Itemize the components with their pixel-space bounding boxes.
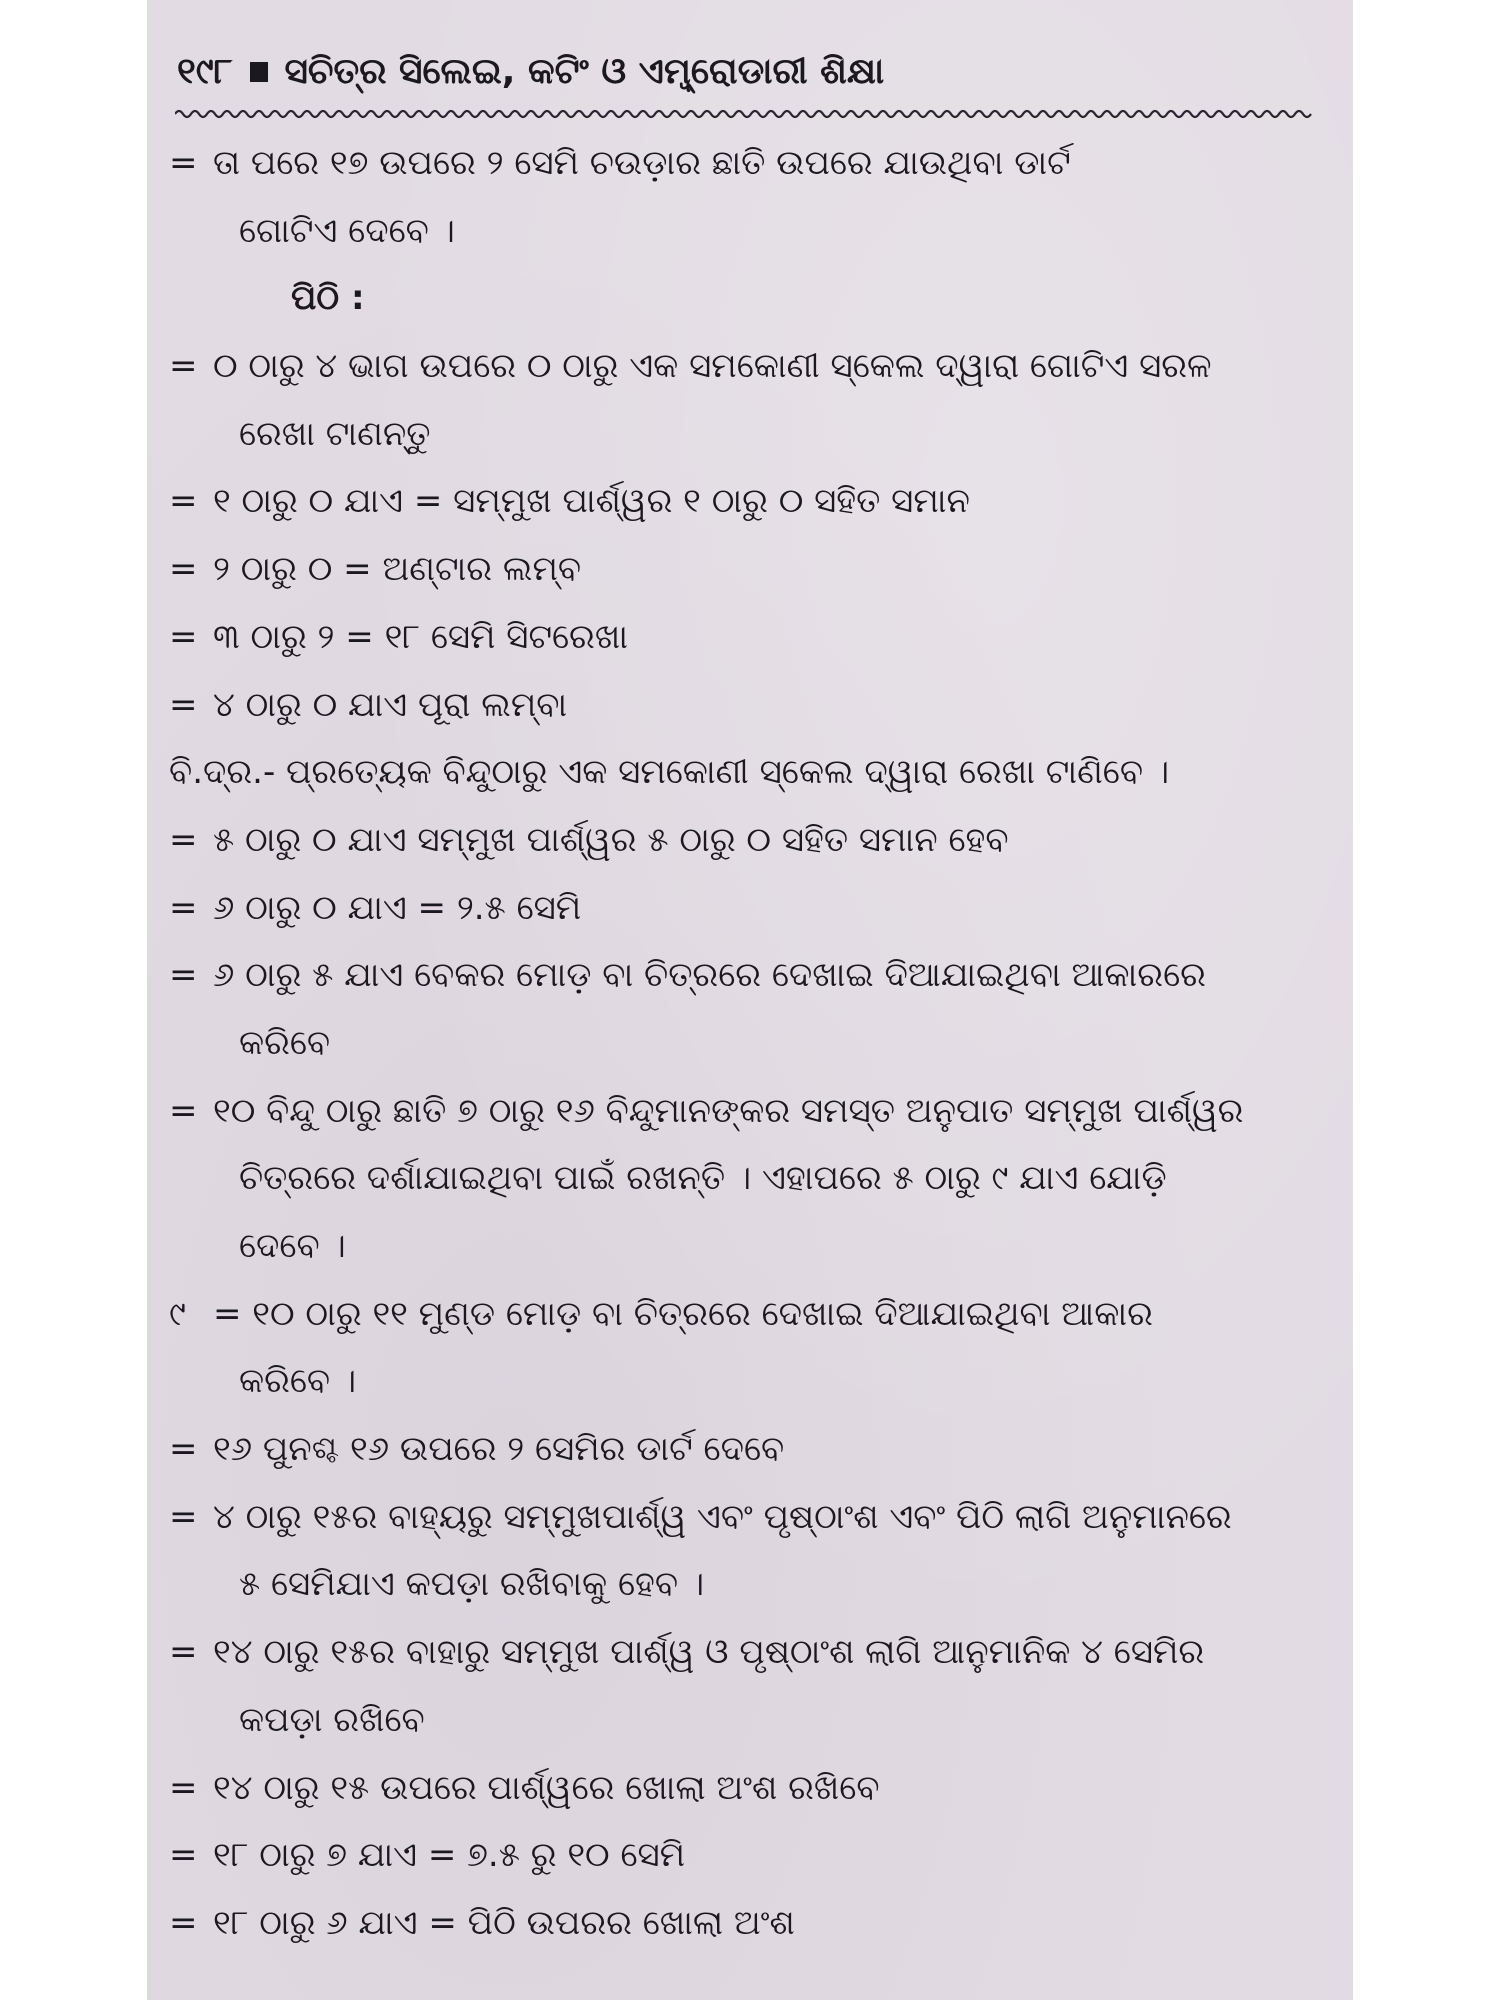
text-line — [169, 1619, 1329, 1687]
page-number: ୧୯୮ — [177, 51, 233, 92]
line-text: ୪ ଠାରୁ ୧୫ର ବାହ୍ୟରୁ ସମ୍ମୁଖପାର୍ଶ୍ୱ ଏବଂ ପୃଷ୍ଠାଂଶ ଏବଂ ପିଠି ଲାଗି ଅନୁମାନରେ — [213, 1496, 1232, 1537]
line-text: ୧୮ ଠାରୁ ୬ ଯାଏ = ପିଠି ଉପରର ଖୋଲା ଅଂଶ — [213, 1902, 795, 1943]
line-text: ୫ ଠାରୁ ୦ ଯାଏ ସମ୍ମୁଖ ପାର୍ଶ୍ୱର ୫ ଠାରୁ ୦ ସହିତ ସମାନ ହେବ — [213, 819, 1009, 860]
text-line — [169, 807, 1329, 875]
text-line — [169, 1416, 1329, 1484]
line-text: କରିବେ । — [239, 1361, 357, 1402]
line-text: ତା ପରେ ୧୭ ଉପରେ ୨ ସେମି ଚଉଡ଼ାର ଛାତି ଉପରେ ଯାଉଥିବା ଡାର୍ଟ — [213, 143, 1071, 183]
line-marker: = — [169, 955, 198, 996]
text-line — [169, 198, 1329, 266]
page-header — [177, 46, 1327, 98]
line-text: ୬ ଠାରୁ ୦ ଯାଏ = ୨.୫ ସେମି — [213, 887, 582, 928]
text-line — [169, 333, 1329, 401]
line-text: ୧୪ ଠାରୁ ୧୫ ଉପରେ ପାର୍ଶ୍ୱରେ ଖୋଲା ଅଂଶ ରଖିବେ — [213, 1767, 880, 1808]
line-text: ୩ ଠାରୁ ୨ = ୧୮ ସେମି ସିଟରେଖା — [213, 616, 629, 657]
text-line — [169, 1687, 1329, 1755]
line-marker: = — [169, 616, 198, 657]
line-text: ୪ ଠାରୁ ୦ ଯାଏ ପୂରା ଲମ୍ବା — [213, 684, 568, 725]
line-marker: = — [169, 1902, 198, 1943]
text-line — [169, 1890, 1329, 1958]
wavy-divider — [175, 108, 1313, 120]
book-page — [147, 0, 1353, 2000]
text-line — [169, 1822, 1329, 1890]
line-text: ୦ ଠାରୁ ୪ ଭାଗ ଉପରେ ୦ ଠାରୁ ଏକ ସମକୋଣୀ ସ୍କେଲ ଦ୍ୱାରା ଗୋଟିଏ ସରଳ — [213, 346, 1212, 387]
line-text: ରେଖା ଟାଣନ୍ତୁ — [239, 413, 431, 454]
instruction-text — [169, 130, 1329, 1958]
text-line — [169, 1145, 1329, 1213]
text-line — [169, 1281, 1329, 1349]
text-line — [169, 1213, 1329, 1281]
text-line — [169, 468, 1329, 536]
text-line — [169, 1484, 1329, 1552]
text-line — [169, 875, 1329, 943]
line-marker: = — [169, 887, 198, 928]
text-line — [169, 536, 1329, 604]
line-text: ୧ ଠାରୁ ୦ ଯାଏ = ସମ୍ମୁଖ ପାର୍ଶ୍ୱର ୧ ଠାରୁ ୦ ସହିତ ସମାନ — [213, 481, 970, 522]
line-text: ଦେବେ । — [239, 1226, 346, 1266]
text-line — [169, 1755, 1329, 1823]
note-line — [169, 739, 1329, 807]
line-text: କପଡ଼ା ରଖିବେ — [239, 1699, 425, 1740]
text-line — [169, 942, 1329, 1010]
text-line — [169, 604, 1329, 672]
line-text: ୧୮ ଠାରୁ ୭ ଯାଏ = ୭.୫ ରୁ ୧୦ ସେମି — [213, 1835, 686, 1876]
line-text: ୫ ସେମିଯାଏ କପଡ଼ା ରଖିବାକୁ ହେବ । — [239, 1564, 705, 1605]
line-text: ଚିତ୍ରରେ ଦର୍ଶାଯାଇଥିବା ପାଇଁ ରଖନ୍ତି । ଏହାପରେ ୫ ଠାରୁ ୯ ଯାଏ ଯୋଡ଼ି — [239, 1158, 1167, 1199]
text-line — [169, 401, 1329, 469]
text-line — [169, 1010, 1329, 1078]
line-marker: = — [169, 1429, 198, 1470]
line-text: ୧୪ ଠାରୁ ୧୫ର ବାହାରୁ ସମ୍ମୁଖ ପାର୍ଶ୍ୱ ଓ ପୃଷ୍ଠାଂଶ ଲାଗି ଆନୁମାନିକ ୪ ସେମିର — [213, 1632, 1205, 1673]
line-marker: = — [169, 346, 198, 387]
line-text: ୬ ଠାରୁ ୫ ଯାଏ ବେକର ମୋଡ଼ ବା ଚିତ୍ରରେ ଦେଖାଇ ଦିଆଯାଇଥିବା ଆକାରରେ — [213, 955, 1206, 996]
line-text: ୧୦ ବିନ୍ଦୁ ଠାରୁ ଛାତି ୭ ଠାରୁ ୧୬ ବିନ୍ଦୁମାନଙ୍କର ସମସ୍ତ ଅନୁପାତ ସମ୍ମୁଖ ପାର୍ଶ୍ୱର — [213, 1090, 1244, 1131]
line-marker: ୯ — [169, 1293, 186, 1334]
book-title: ସଚିତ୍ର ସିଲେଇ, କଟିଂ ଓ ଏମ୍ବ୍ରୋଡାରୀ ଶିକ୍ଷା — [284, 51, 885, 92]
line-text: କରିବେ — [239, 1022, 331, 1063]
text-line — [169, 1348, 1329, 1416]
line-text: ୧୬ ପୁନଶ୍ଚ ୧୬ ଉପରେ ୨ ସେମିର ଡାର୍ଟ ଦେବେ — [213, 1429, 785, 1470]
line-marker: = — [169, 1090, 198, 1131]
heading-text: ପିଠି : — [291, 278, 365, 319]
line-marker: = — [169, 549, 198, 590]
line-marker: = — [169, 1632, 198, 1673]
text-line — [169, 1078, 1329, 1146]
line-text: = ୧୦ ଠାରୁ ୧୧ ମୁଣ୍ଡ ମୋଡ଼ ବା ଚିତ୍ରରେ ଦେଖାଇ ଦିଆଯାଇଥିବା ଆକାର — [213, 1293, 1153, 1334]
line-text: ଗୋଟିଏ ଦେବେ । — [239, 210, 455, 251]
line-marker: = — [169, 1835, 198, 1876]
line-marker: = — [169, 819, 198, 860]
text-line — [169, 672, 1329, 740]
line-text: ୨ ଠାରୁ ୦ = ଅଣ୍ଟାର ଲମ୍ବ — [213, 549, 582, 590]
note-text: ବି.ଦ୍ର.- ପ୍ରତ୍ୟେକ ବିନ୍ଦୁଠାରୁ ଏକ ସମକୋଣୀ ସ୍କେଲ ଦ୍ୱାରା ରେଖା ଟାଣିବେ । — [169, 752, 1170, 793]
line-marker: = — [169, 1496, 198, 1537]
line-marker: = — [169, 143, 198, 183]
line-marker: = — [169, 684, 198, 725]
line-marker: = — [169, 1767, 198, 1808]
line-marker: = — [169, 481, 198, 522]
square-bullet-icon — [250, 62, 268, 82]
section-heading — [169, 265, 1329, 333]
text-line — [169, 130, 1329, 198]
text-line — [169, 1551, 1329, 1619]
